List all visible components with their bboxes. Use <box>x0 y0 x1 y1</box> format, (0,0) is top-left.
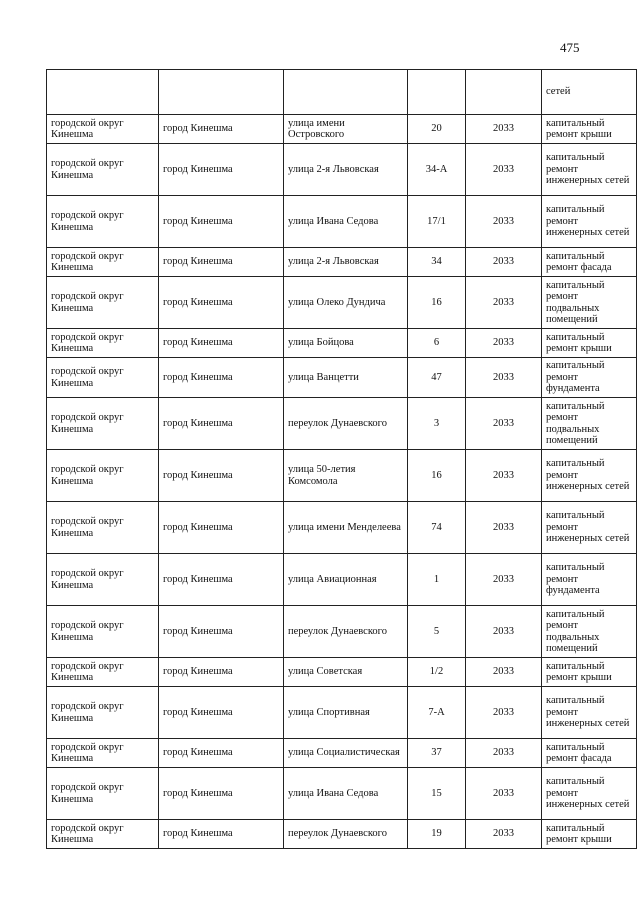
cell-municipality: городской округ Кинешма <box>47 768 159 820</box>
cell-municipality <box>47 70 159 115</box>
cell-year: 2033 <box>466 502 542 554</box>
cell-work-type: капитальный ремонт инженерных сетей <box>542 768 637 820</box>
cell-house: 74 <box>408 502 466 554</box>
cell-house <box>408 70 466 115</box>
cell-municipality: городской округ Кинешма <box>47 658 159 687</box>
cell-house: 19 <box>408 820 466 849</box>
cell-settlement: город Кинешма <box>159 820 284 849</box>
table-row <box>47 329 637 358</box>
cell-municipality: городской округ Кинешма <box>47 329 159 358</box>
table-row <box>47 115 637 144</box>
cell-settlement: город Кинешма <box>159 450 284 502</box>
cell-street: переулок Дунаевского <box>284 606 408 658</box>
cell-work-type: капитальный ремонт инженерных сетей <box>542 450 637 502</box>
cell-work-type: капитальный ремонт крыши <box>542 658 637 687</box>
cell-work-type: капитальный ремонт инженерных сетей <box>542 196 637 248</box>
cell-year: 2033 <box>466 687 542 739</box>
cell-settlement: город Кинешма <box>159 115 284 144</box>
table-body <box>47 70 637 849</box>
cell-settlement: город Кинешма <box>159 144 284 196</box>
cell-settlement <box>159 70 284 115</box>
table-row <box>47 144 637 196</box>
cell-municipality: городской округ Кинешма <box>47 502 159 554</box>
cell-house: 37 <box>408 739 466 768</box>
cell-year: 2033 <box>466 196 542 248</box>
cell-settlement: город Кинешма <box>159 329 284 358</box>
cell-municipality: городской округ Кинешма <box>47 144 159 196</box>
cell-settlement: город Кинешма <box>159 502 284 554</box>
cell-street: улица Социалистическая <box>284 739 408 768</box>
cell-work-type: капитальный ремонт подвальных помещений <box>542 398 637 450</box>
cell-settlement: город Кинешма <box>159 196 284 248</box>
table-row <box>47 606 637 658</box>
cell-municipality: городской округ Кинешма <box>47 739 159 768</box>
cell-settlement: город Кинешма <box>159 606 284 658</box>
cell-house: 5 <box>408 606 466 658</box>
cell-street: улица Ивана Седова <box>284 196 408 248</box>
cell-street: улица Спортивная <box>284 687 408 739</box>
cell-settlement: город Кинешма <box>159 739 284 768</box>
cell-house: 16 <box>408 277 466 329</box>
cell-work-type: капитальный ремонт подвальных помещений <box>542 277 637 329</box>
continuation-row <box>47 70 637 115</box>
table-row <box>47 450 637 502</box>
cell-work-type: капитальный ремонт крыши <box>542 820 637 849</box>
cell-house: 17/1 <box>408 196 466 248</box>
cell-settlement: город Кинешма <box>159 277 284 329</box>
cell-street: переулок Дунаевского <box>284 398 408 450</box>
cell-municipality: городской округ Кинешма <box>47 398 159 450</box>
cell-year: 2033 <box>466 398 542 450</box>
cell-municipality: городской округ Кинешма <box>47 820 159 849</box>
cell-municipality: городской округ Кинешма <box>47 196 159 248</box>
cell-year: 2033 <box>466 739 542 768</box>
cell-house: 1 <box>408 554 466 606</box>
cell-municipality: городской округ Кинешма <box>47 606 159 658</box>
cell-work-type: капитальный ремонт фасада <box>542 248 637 277</box>
cell-street: улица 2-я Львовская <box>284 248 408 277</box>
cell-year <box>466 70 542 115</box>
cell-street: улица Бойцова <box>284 329 408 358</box>
cell-house: 7-А <box>408 687 466 739</box>
table-row <box>47 687 637 739</box>
cell-year: 2033 <box>466 248 542 277</box>
cell-street: улица Олеко Дундича <box>284 277 408 329</box>
cell-work-type: капитальный ремонт крыши <box>542 115 637 144</box>
cell-work-type: капитальный ремонт инженерных сетей <box>542 502 637 554</box>
cell-work-type: капитальный ремонт фундамента <box>542 554 637 606</box>
cell-year: 2033 <box>466 768 542 820</box>
cell-municipality: городской округ Кинешма <box>47 450 159 502</box>
table-row <box>47 502 637 554</box>
cell-settlement: город Кинешма <box>159 248 284 277</box>
cell-house: 34 <box>408 248 466 277</box>
cell-settlement: город Кинешма <box>159 687 284 739</box>
cell-house: 34-А <box>408 144 466 196</box>
cell-work-type: капитальный ремонт подвальных помещений <box>542 606 637 658</box>
cell-house: 1/2 <box>408 658 466 687</box>
cell-house: 15 <box>408 768 466 820</box>
cell-settlement: город Кинешма <box>159 768 284 820</box>
page-number: 475 <box>560 40 580 55</box>
cell-year: 2033 <box>466 115 542 144</box>
table-row <box>47 554 637 606</box>
cell-year: 2033 <box>466 658 542 687</box>
cell-house: 3 <box>408 398 466 450</box>
cell-house: 6 <box>408 329 466 358</box>
cell-work-type: капитальный ремонт фасада <box>542 739 637 768</box>
table-row <box>47 768 637 820</box>
repair-schedule-table <box>46 69 637 849</box>
cell-house: 47 <box>408 358 466 398</box>
cell-municipality: городской округ Кинешма <box>47 358 159 398</box>
cell-municipality: городской округ Кинешма <box>47 554 159 606</box>
table-row <box>47 358 637 398</box>
cell-house: 20 <box>408 115 466 144</box>
cell-work-type: капитальный ремонт инженерных сетей <box>542 687 637 739</box>
cell-year: 2033 <box>466 554 542 606</box>
cell-year: 2033 <box>466 144 542 196</box>
cell-year: 2033 <box>466 329 542 358</box>
cell-street: улица Советская <box>284 658 408 687</box>
cell-work-type: капитальный ремонт крыши <box>542 329 637 358</box>
cell-settlement: город Кинешма <box>159 554 284 606</box>
cell-settlement: город Кинешма <box>159 358 284 398</box>
cell-year: 2033 <box>466 277 542 329</box>
table-row <box>47 658 637 687</box>
cell-work-type: капитальный ремонт фундамента <box>542 358 637 398</box>
cell-house: 16 <box>408 450 466 502</box>
cell-year: 2033 <box>466 358 542 398</box>
cell-street: улица имени Менделеева <box>284 502 408 554</box>
cell-street: улица Ванцетти <box>284 358 408 398</box>
cell-municipality: городской округ Кинешма <box>47 248 159 277</box>
cell-work-type: сетей <box>542 70 637 115</box>
table-row <box>47 248 637 277</box>
table-row <box>47 196 637 248</box>
cell-street <box>284 70 408 115</box>
table-row <box>47 739 637 768</box>
cell-settlement: город Кинешма <box>159 658 284 687</box>
cell-street: переулок Дунаевского <box>284 820 408 849</box>
cell-year: 2033 <box>466 820 542 849</box>
cell-street: улица 50-летия Комсомола <box>284 450 408 502</box>
cell-year: 2033 <box>466 606 542 658</box>
cell-municipality: городской округ Кинешма <box>47 687 159 739</box>
cell-street: улица Авиационная <box>284 554 408 606</box>
cell-street: улица имени Островского <box>284 115 408 144</box>
table-row <box>47 277 637 329</box>
table-row <box>47 398 637 450</box>
cell-year: 2033 <box>466 450 542 502</box>
table-row <box>47 820 637 849</box>
cell-street: улица 2-я Львовская <box>284 144 408 196</box>
cell-work-type: капитальный ремонт инженерных сетей <box>542 144 637 196</box>
cell-municipality: городской округ Кинешма <box>47 115 159 144</box>
cell-street: улица Ивана Седова <box>284 768 408 820</box>
cell-municipality: городской округ Кинешма <box>47 277 159 329</box>
cell-settlement: город Кинешма <box>159 398 284 450</box>
